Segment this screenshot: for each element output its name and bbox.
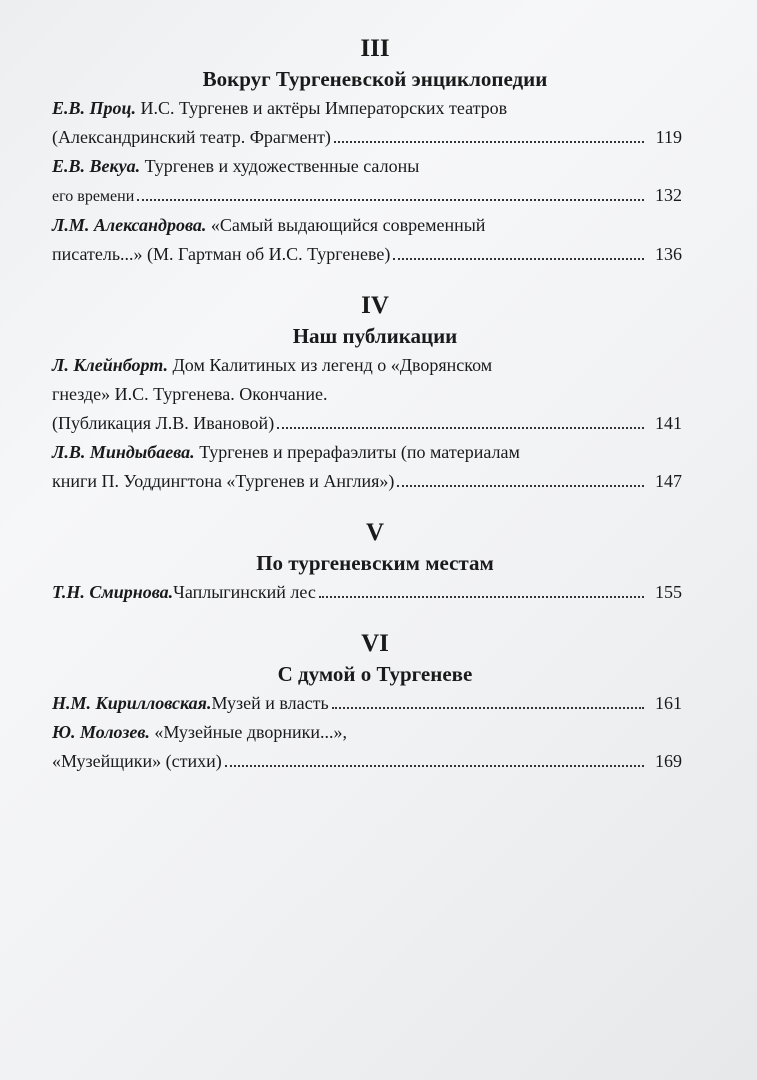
entry-single-line	[52, 578, 682, 607]
entry-title-end: его времени	[52, 188, 135, 205]
dot-leader	[225, 764, 644, 767]
entry-page-number: 169	[655, 751, 682, 771]
entry-title-part: «Музейные дворники...»,	[149, 722, 348, 742]
entry-title-part: «Самый выдающийся современный	[206, 215, 486, 235]
entry-title: Чаплыгинский лес	[173, 582, 316, 602]
entry-first-line	[52, 94, 682, 123]
entry-last-line	[52, 123, 682, 152]
section-title: Вокруг Тургеневской энциклопедии	[202, 67, 548, 91]
entry-title-end: (Публикация Л.В. Ивановой)	[52, 413, 275, 433]
entry-first-line	[52, 438, 682, 467]
entry-author: Е.В. Векуа.	[52, 156, 141, 176]
entry-title: Музей и власть	[211, 693, 329, 713]
entry-first-line	[52, 152, 682, 181]
entry-page-number: 141	[655, 413, 682, 433]
section-iv	[52, 291, 682, 496]
entry-first-line	[52, 718, 682, 747]
table-of-contents	[52, 34, 682, 798]
dot-leader	[397, 484, 644, 487]
toc-entry[interactable]	[52, 718, 682, 776]
section-number: IV	[361, 292, 389, 319]
entry-first-line	[52, 351, 682, 380]
entry-author: Ю. Молозев.	[52, 722, 150, 742]
section-vi	[52, 629, 682, 776]
toc-entry[interactable]	[52, 689, 682, 718]
entry-author: Е.В. Проц.	[52, 98, 137, 118]
toc-entry[interactable]	[52, 152, 682, 211]
entry-page-number: 136	[655, 244, 682, 264]
entry-page-number: 147	[655, 471, 682, 491]
section-iii	[52, 34, 682, 269]
entry-title-part: Тургенев и художественные салоны	[140, 156, 420, 176]
entry-first-line	[52, 211, 682, 240]
section-title: С думой о Тургеневе	[277, 662, 473, 686]
entry-author: Т.Н. Смирнова.	[52, 582, 174, 602]
toc-entry[interactable]	[52, 351, 682, 438]
section-number: V	[365, 519, 385, 546]
section-number: III	[360, 35, 390, 62]
entry-page-number: 132	[655, 185, 682, 205]
section-v	[52, 518, 682, 607]
entry-author: Л.М. Александрова.	[52, 215, 207, 235]
toc-entry[interactable]	[52, 211, 682, 269]
entry-author: Н.М. Кирилловская.	[52, 693, 212, 713]
entry-middle-line: гнезде» И.С. Тургенева. Окончание.	[52, 384, 328, 404]
toc-entry[interactable]	[52, 578, 682, 607]
entry-last-line	[52, 467, 682, 496]
section-number: VI	[361, 630, 389, 657]
dot-leader	[334, 140, 644, 143]
entry-last-line	[52, 240, 682, 269]
entry-single-line	[52, 689, 682, 718]
entry-page-number: 119	[655, 127, 682, 147]
entry-title-part: Дом Калитиных из легенд о «Дворянском	[168, 355, 493, 375]
dot-leader	[137, 198, 644, 201]
entry-title-end: писатель...» (М. Гартман об И.С. Тургеневе)	[52, 244, 391, 264]
dot-leader	[393, 257, 644, 260]
entry-author: Л.В. Миндыбаева.	[52, 442, 195, 462]
entry-last-line	[52, 747, 682, 776]
entry-title-end: книги П. Уоддингтона «Тургенев и Англия»)	[52, 471, 395, 491]
dot-leader	[277, 426, 644, 429]
entry-page-number: 155	[655, 582, 682, 602]
entry-last-line	[52, 181, 682, 211]
dot-leader	[332, 706, 644, 709]
entry-page-number: 161	[655, 693, 682, 713]
entry-title-part: Тургенев и прерафаэлиты (по материалам	[194, 442, 520, 462]
entry-last-line	[52, 409, 682, 438]
toc-entry[interactable]	[52, 438, 682, 496]
section-title: Наш публикации	[292, 324, 458, 348]
entry-title-end: (Александринский театр. Фрагмент)	[52, 127, 331, 147]
toc-entry[interactable]	[52, 94, 682, 152]
section-title: По тургеневским местам	[256, 551, 494, 575]
entry-title-part: И.С. Тургенев и актёры Императорских театров	[136, 98, 508, 118]
dot-leader	[319, 595, 644, 598]
entry-title-end: «Музейщики» (стихи)	[52, 751, 222, 771]
entry-author: Л. Клейнборт.	[52, 355, 169, 375]
